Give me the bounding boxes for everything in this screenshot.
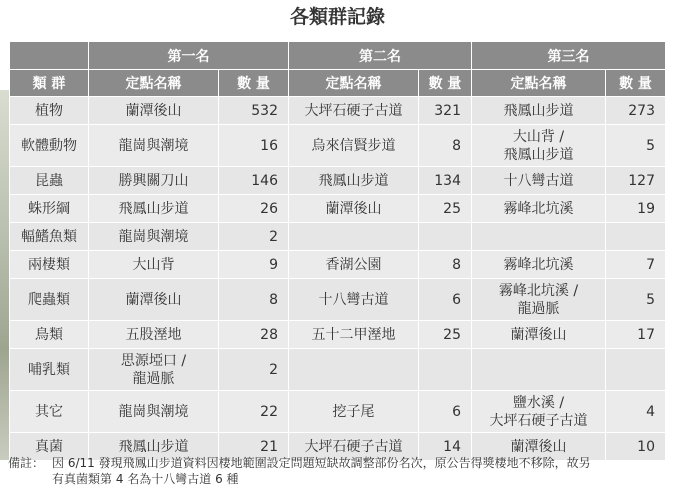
site-cell: 霧峰北坑溪 / 龍過脈: [472, 279, 606, 321]
site-cell: 勝興關刀山: [89, 167, 219, 195]
count-cell: 532: [219, 97, 289, 125]
site-cell: 鹽水溪 / 大坪石硬子古道: [472, 391, 606, 433]
header-count: 數 量: [219, 70, 289, 97]
count-cell: 7: [606, 251, 666, 279]
count-cell: 14: [419, 433, 472, 461]
table-row: [10, 279, 666, 321]
count-cell: 25: [419, 321, 472, 349]
count-cell: [606, 349, 666, 391]
category-cell: 哺乳類: [10, 349, 89, 391]
footnote-line-2: 有真菌類第 4 名為十八彎古道 6 種: [52, 472, 239, 486]
site-cell: [289, 223, 419, 251]
table-row: [10, 125, 666, 167]
category-cell: 爬蟲類: [10, 279, 89, 321]
site-cell: 龍崗與潮境: [89, 223, 219, 251]
site-cell: 蘭潭後山: [89, 97, 219, 125]
count-cell: 273: [606, 97, 666, 125]
header-count: 數 量: [606, 70, 666, 97]
header-field-row: [10, 70, 666, 97]
site-cell: 龍崗與潮境: [89, 391, 219, 433]
header-blank: [10, 42, 89, 70]
site-cell: 香湖公園: [289, 251, 419, 279]
header-site: 定點名稱: [89, 70, 219, 97]
category-cell: 其它: [10, 391, 89, 433]
table-row: [10, 251, 666, 279]
category-cell: 兩棲類: [10, 251, 89, 279]
site-cell: 飛鳳山步道: [89, 433, 219, 461]
table-row: [10, 349, 666, 391]
site-cell: 挖子尾: [289, 391, 419, 433]
site-cell: 思源埡口 / 龍過脈: [89, 349, 219, 391]
count-cell: 10: [606, 433, 666, 461]
count-cell: 6: [419, 391, 472, 433]
header-site: 定點名稱: [472, 70, 606, 97]
count-cell: 16: [219, 125, 289, 167]
count-cell: [419, 349, 472, 391]
table-row: [10, 167, 666, 195]
footnote-line-1: 因 6/11 發現飛鳳山步道資料因棲地範圍設定問題短缺故調整部份名次，原公告得獎棲地不移除，故另: [52, 456, 591, 470]
count-cell: [419, 223, 472, 251]
page-title: 各類群記錄: [289, 6, 385, 28]
site-cell: 蘭潭後山: [89, 279, 219, 321]
site-cell: 蘭潭後山: [472, 433, 606, 461]
table-row: [10, 223, 666, 251]
site-cell: 十八彎古道: [289, 279, 419, 321]
site-cell: 五十二甲溼地: [289, 321, 419, 349]
count-cell: 8: [419, 125, 472, 167]
count-cell: 25: [419, 195, 472, 223]
site-cell: 大坪石硬子古道: [289, 433, 419, 461]
site-cell: [472, 223, 606, 251]
category-cell: 鳥類: [10, 321, 89, 349]
site-cell: 烏來信賢步道: [289, 125, 419, 167]
site-cell: 霧峰北坑溪: [472, 251, 606, 279]
count-cell: 17: [606, 321, 666, 349]
site-cell: 十八彎古道: [472, 167, 606, 195]
count-cell: 19: [606, 195, 666, 223]
site-cell: 飛鳳山步道: [472, 97, 606, 125]
count-cell: 4: [606, 391, 666, 433]
site-cell: 霧峰北坑溪: [472, 195, 606, 223]
table-row: [10, 195, 666, 223]
category-cell: 昆蟲: [10, 167, 89, 195]
records-table: [9, 41, 666, 461]
table-row: [10, 391, 666, 433]
count-cell: 8: [419, 251, 472, 279]
count-cell: 321: [419, 97, 472, 125]
header-site: 定點名稱: [289, 70, 419, 97]
site-cell: 大山背: [89, 251, 219, 279]
count-cell: 2: [219, 223, 289, 251]
header-rank-2: 第二名: [289, 42, 472, 70]
site-cell: 龍崗與潮境: [89, 125, 219, 167]
site-cell: 飛鳳山步道: [89, 195, 219, 223]
count-cell: 28: [219, 321, 289, 349]
count-cell: 146: [219, 167, 289, 195]
count-cell: 134: [419, 167, 472, 195]
category-cell: 軟體動物: [10, 125, 89, 167]
count-cell: 22: [219, 391, 289, 433]
table-row: [10, 321, 666, 349]
count-cell: 5: [606, 279, 666, 321]
site-cell: 蘭潭後山: [472, 321, 606, 349]
footnote: [8, 455, 670, 487]
footnote-label: 備註：: [8, 456, 45, 470]
category-cell: 輻鰭魚類: [10, 223, 89, 251]
count-cell: 26: [219, 195, 289, 223]
header-rank-row: [10, 42, 666, 70]
table-row: [10, 97, 666, 125]
count-cell: 9: [219, 251, 289, 279]
category-cell: 真菌: [10, 433, 89, 461]
category-cell: 蛛形綱: [10, 195, 89, 223]
header-rank-3: 第三名: [472, 42, 666, 70]
site-cell: 五股溼地: [89, 321, 219, 349]
count-cell: 5: [606, 125, 666, 167]
count-cell: [606, 223, 666, 251]
header-category: 類 群: [10, 70, 89, 97]
site-cell: 大山背 / 飛鳳山步道: [472, 125, 606, 167]
site-cell: 大坪石硬子古道: [289, 97, 419, 125]
count-cell: 127: [606, 167, 666, 195]
site-cell: [472, 349, 606, 391]
header-count: 數 量: [419, 70, 472, 97]
category-cell: 植物: [10, 97, 89, 125]
header-rank-1: 第一名: [89, 42, 289, 70]
count-cell: 2: [219, 349, 289, 391]
site-cell: 蘭潭後山: [289, 195, 419, 223]
site-cell: [289, 349, 419, 391]
site-cell: 飛鳳山步道: [289, 167, 419, 195]
count-cell: 8: [219, 279, 289, 321]
count-cell: 21: [219, 433, 289, 461]
count-cell: 6: [419, 279, 472, 321]
